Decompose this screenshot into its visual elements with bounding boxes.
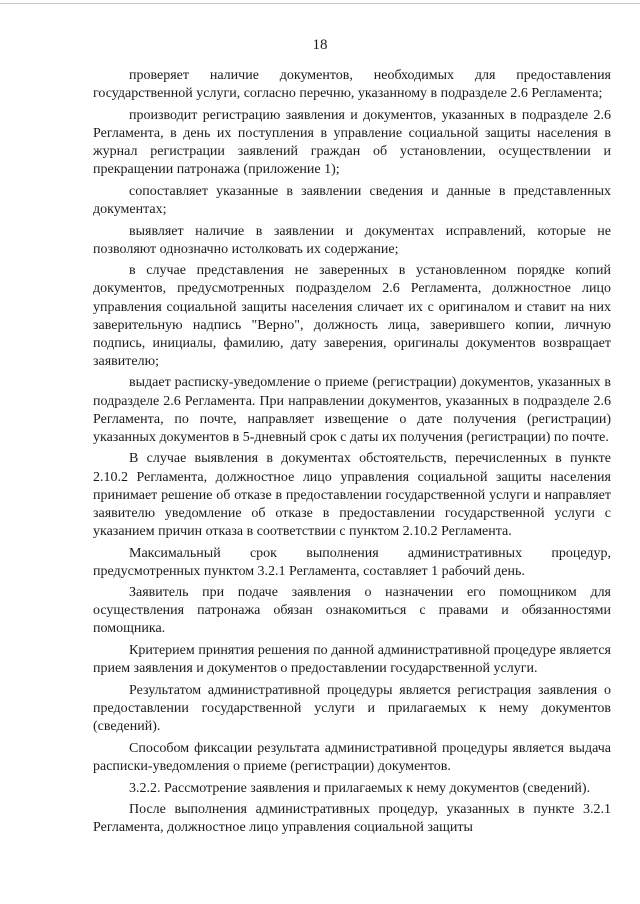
paragraph: В случае выявления в документах обстоятельств, перечисленных в пункте 2.10.2 Регламента, должностное лицо управления социальной защиты населения принимает решение об отказе в предоставлении государственной услуги и направляет заявителю уведомление об отказе в предоставлении государственной услуги с указанием причин отказа в соответствии с пунктом 2.10.2 Регламента. — [93, 451, 611, 539]
paragraph: в случае представления не заверенных в установленном порядке копий документов, предусмотренных подразделом 2.6 Регламента, должностное лицо управления социальной защиты населения сличает их с оригиналом и ставит на них заверительную надпись "Верно", должность лица, заверившего копии, личную подпись, инициалы, фамилию, дату заверения, оригиналы документов возвращает заявителю; — [93, 263, 611, 369]
section-heading: 3.2.2. Рассмотрение заявления и прилагаемых к нему документов (сведений). — [129, 780, 591, 796]
page-number: 18 — [312, 37, 328, 53]
paragraph: проверяет наличие документов, необходимых для предоставления государственной услуги, согласно перечню, указанному в подразделе 2.6 Регламента; — [93, 68, 611, 102]
paragraph: выявляет наличие в заявлении и документах исправлений, которые не позволяют однозначно истолковать их содержание; — [93, 223, 611, 257]
paragraph: сопоставляет указанные в заявлении сведения и данные в представленных документах; — [93, 183, 611, 217]
paragraph: производит регистрацию заявления и документов, указанных в подразделе 2.6 Регламента, в день их поступления в управление социальной защиты населения в журнал регистрации заявлений граждан об установлении, осуществлении и прекращении патронажа (приложение 1); — [93, 107, 611, 178]
document-body — [93, 67, 611, 837]
paragraph: Способом фиксации результата административной процедуры является выдача расписки-уведомления о приеме (регистрации) документов. — [93, 740, 611, 774]
page-top-edge — [0, 3, 640, 4]
paragraph: Максимальный срок выполнения административных процедур, предусмотренных пунктом 3.2.1 Регламента, составляет 1 рабочий день. — [93, 545, 611, 579]
paragraph: После выполнения административных процедур, указанных в пункте 3.2.1 Регламента, должностное лицо управления социальной защиты — [93, 802, 611, 836]
paragraph: Результатом административной процедуры является регистрация заявления о предоставлении государственной услуги и прилагаемых к нему документов (сведений). — [93, 682, 611, 735]
paragraph: выдает расписку-уведомление о приеме (регистрации) документов, указанных в подразделе 2.6 Регламента. При направлении документов, указанных в подразделе 2.6 Регламента, по почте, направляет извещение о дате получения (регистрации) указанных документов в 5-дневный срок с даты их получения (регистрации) по почте. — [93, 375, 611, 445]
paragraph: Заявитель при подаче заявления о назначении его помощником для осуществления патронажа обязан ознакомиться с правами и обязанностями помощника. — [93, 585, 611, 637]
paragraph: Критерием принятия решения по данной административной процедуре является прием заявления и документов о предоставлении государственной услуги. — [93, 643, 611, 677]
